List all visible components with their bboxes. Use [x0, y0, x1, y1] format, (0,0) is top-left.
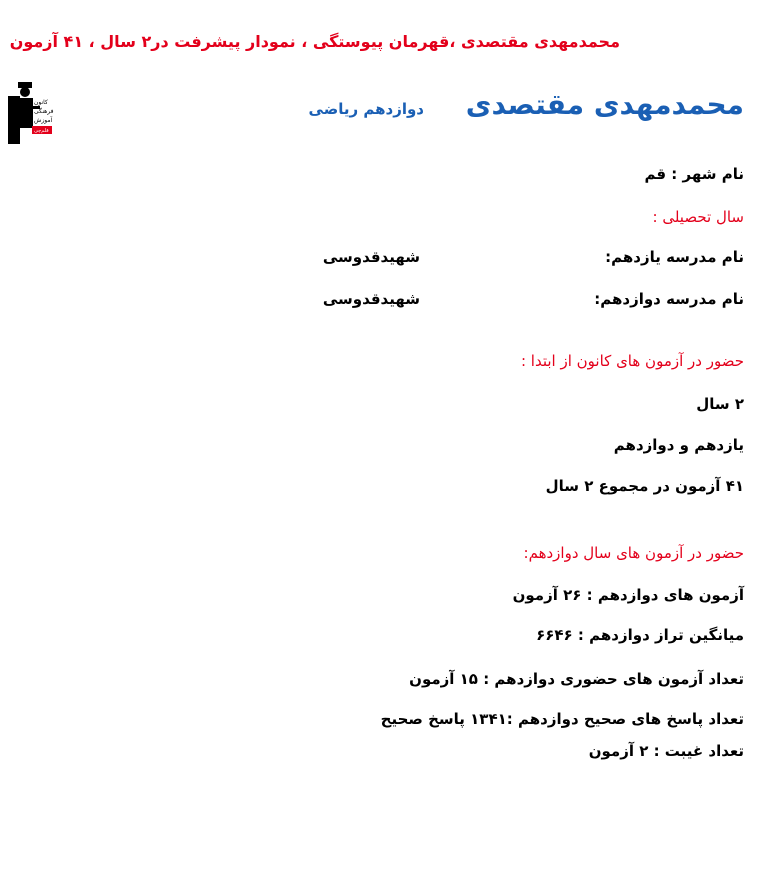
attendance-all-heading: حضور در آزمون های کانون از ابتدا :: [520, 352, 744, 370]
attendance-total: ۴۱ آزمون در مجموع ۲ سال: [545, 477, 744, 495]
school-year-label: سال تحصیلی :: [652, 208, 744, 226]
attendance-grades: یازدهم و دوازدهم: [613, 436, 744, 454]
correct-12: تعداد پاسخ های صحیح دوازدهم :۱۳۴۱ پاسخ صحیح: [380, 710, 744, 728]
in-person-12: تعداد آزمون های حضوری دوازدهم : ۱۵ آزمون: [409, 670, 744, 688]
logo-line-2: فرهنگی: [34, 108, 54, 115]
page-title: محمدمهدی مقتصدی ،قهرمان پیوستگی ، نمودار پیشرفت در۲ سال ، ۴۱ آزمون: [9, 32, 620, 51]
logo-line-3: آموزش: [34, 117, 53, 124]
school11-value: شهیدقدوسی: [322, 248, 420, 266]
exams-12: آزمون های دوازدهم : ۲۶ آزمون: [512, 586, 744, 604]
attendance-years: ۲ سال: [696, 395, 744, 413]
city: نام شهر : قم: [644, 165, 744, 183]
attendance-12-heading: حضور در آزمون های سال دوازدهم:: [523, 544, 744, 562]
student-name: محمدمهدی مقتصدی: [465, 88, 744, 121]
student-grade: دوازدهم ریاضی: [308, 100, 424, 118]
school12-value: شهیدقدوسی: [322, 290, 420, 308]
logo-tag: قلم‌چی: [34, 128, 49, 134]
school11-label: نام مدرسه یازدهم:: [605, 248, 744, 266]
school12-label: نام مدرسه دوازدهم:: [594, 290, 744, 308]
kanoon-logo: [8, 76, 54, 146]
avg-taraz-12: میانگین تراز دوازدهم : ۶۶۴۶: [536, 626, 744, 644]
absent-12: تعداد غیبت : ۲ آزمون: [588, 742, 744, 760]
logo-line-1: کانون: [34, 99, 48, 106]
